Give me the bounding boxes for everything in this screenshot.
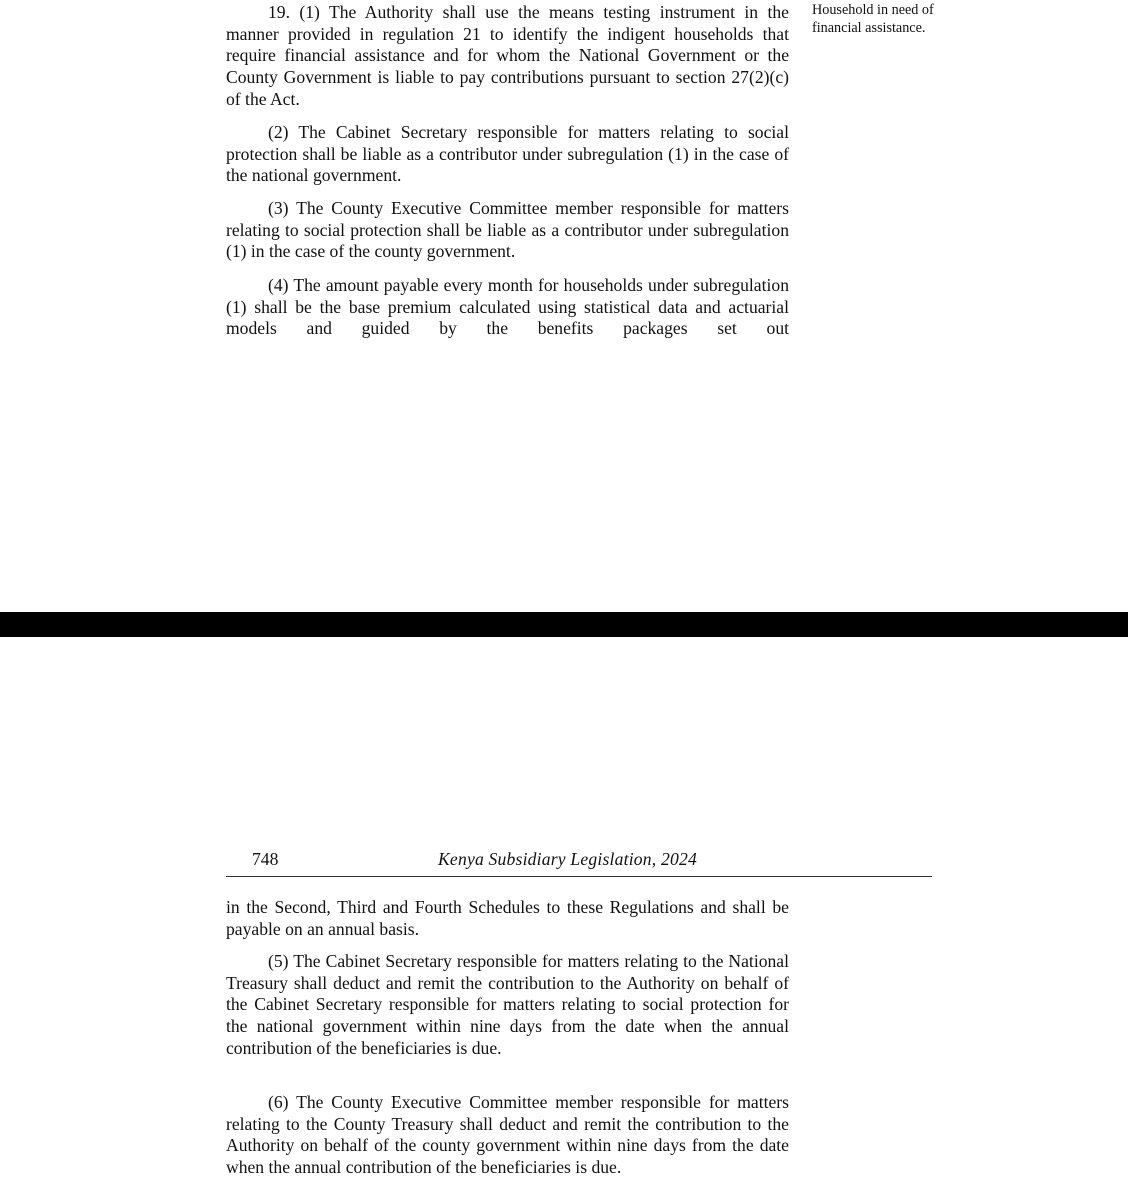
regulation-19-6-paragraph: (6) The County Executive Committee member responsible for matters relating to the County Treasury shall deduct and remit the contribution to the Authority on behalf of the county government within nine days from the date when the annual contribution of the beneficiaries is due.: [226, 1092, 789, 1178]
regulation-19-4-continuation: in the Second, Third and Fourth Schedules to these Regulations and shall be payable on an annual basis.: [226, 897, 789, 939]
regulation-19-4-paragraph: (4) The amount payable every month for households under subregulation (1) shall be the base premium calculated using statistical data and actuarial models and guided by the benefits packages set out: [226, 275, 789, 339]
publication-title: Kenya Subsidiary Legislation, 2024: [438, 849, 697, 869]
regulation-19-1-paragraph: 19. (1) The Authority shall use the means testing instrument in the manner provided in regulation 21 to identify the indigent households that require financial assistance and for whom the National Government or the County Government is liable to pay contributions pursuant to section 27(2)(c) of the Act.: [226, 2, 789, 109]
regulation-19-5-paragraph: (5) The Cabinet Secretary responsible for matters relating to the National Treasury shall deduct and remit the contribution to the Authority on behalf of the Cabinet Secretary responsible for matters relating to social protection for the national government within nine days from the date when the annual contribution of the beneficiaries is due.: [226, 951, 789, 1058]
page-number: 748: [252, 849, 279, 869]
marginal-note: Household in need of financial assistance.: [812, 2, 934, 36]
page-divider: [0, 612, 1128, 637]
regulation-19-2-paragraph: (2) The Cabinet Secretary responsible for matters relating to social protection shall be liable as a contributor under subregulation (1) in the case of the national government.: [226, 122, 789, 186]
running-header: [226, 848, 932, 877]
bottom-page: [0, 637, 1128, 1200]
regulation-19-3-paragraph: (3) The County Executive Committee member responsible for matters relating to social protection shall be liable as a contributor under subregulation (1) in the case of the county government.: [226, 198, 789, 262]
